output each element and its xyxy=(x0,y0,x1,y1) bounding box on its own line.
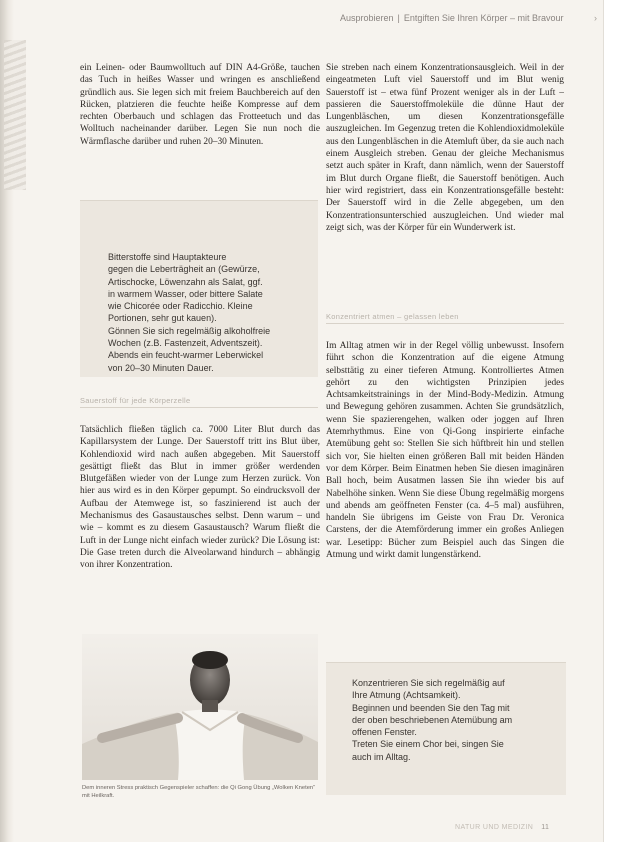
tip-line: Bitterstoffe sind Hauptakteure xyxy=(108,252,227,262)
right-column-middle xyxy=(326,340,564,561)
body-paragraph: Im Alltag atmen wir in der Regel völlig unbewusst. Insofern führt schon die Konzentration auf die eigene Atmung selbsttätig zu einer tieferen Atmung. Kontrolliertes Atmen gehört zu den wichtigsten Prinzipien jedes Achtsamkeitstrainings in der Mind-Body-Medizin. Atmung und Bewegung gehören zusammen. Achten Sie grundsätzlich, wenn Sie spazierengehen, walken oder joggen auf Ihren Atemrhythmus. Eine von Qi-Gong inspirierte einfache Atemübung geht so: Stellen Sie sich hüftbreit hin und stellen sich vor, Sie hielten einen größeren Ball mit beiden Händen vor dem Körper. Beim Einatmen heben Sie diesen imaginären Ball hoch, beim Ausatmen lassen Sie ihn wieder bis auf Nabelhöhe sinken. Wenn Sie diese Übung regelmäßig morgens und abends am geöffneten Fenster (ca. 4–5 mal) ausführen, handeln Sie übrigens im Geiste von Frau Dr. Veronica Carstens, der die Atemförderung immer ein großes Anliegen war. Lesetipp: Bücher zum Beispiel auch das Singen die Atmung und wirkt damit lungenstärkend. xyxy=(326,341,564,561)
page-number: 11 xyxy=(541,824,550,831)
left-column-bottom xyxy=(80,424,320,572)
tip-line: auch im Alltag. xyxy=(352,751,411,762)
tip-line: der oben beschriebenen Atemübung am xyxy=(352,714,513,725)
decorative-texture xyxy=(4,40,26,190)
tip-line: Wochen (z.B. Fastenzeit, Adventszeit). xyxy=(108,338,263,349)
footer-label: NATUR UND MEDIZIN xyxy=(455,824,534,831)
tip-line: Ihre Atmung (Achtsamkeit). xyxy=(352,690,461,701)
body-paragraph: Tatsächlich fließen täglich ca. 7000 Liter Blut durch das Kapillarsystem der Lunge. Der Sauerstoff tritt ins Blut über, Kohlendioxid wird nach außen abgegeben. Mit Sauerstoff gesättigt fließt das Blut in immer größer werdenden Blutgefäßen wieder von der Lunge zum Herzen zurück. Von hier aus wird es in den Körper gepumpt. So eindrucksvoll der Aufbau der Atemwege ist, so faszinierend ist auch der Mechanismus des Gasaustausches selbst. Denn warum – und wie – kommt es zu diesem Gasaustausch? Warum fließt die Luft in der Lunge nicht einfach wieder zurück? Die Lösung ist: Die Gase treten durch die Alveolarwand hindurch – abhängig von ihrer Konzentration. xyxy=(80,425,320,571)
body-paragraph: ein Leinen- oder Baumwolltuch auf DIN A4-Größe, tauchen das Tuch in heißes Wasser und wringen es anschließend gründlich aus. Sie legen sich mit freiem Bauchbereich auf den Rücken, platzieren die feuchte heiße Kompresse auf dem rechten Oberbauch und schlagen das Frotteetuch und das Wolltuch nacheinander darüber. Legen Sie nun noch die Wärmflasche darüber und ruhen 20–30 Minuten. xyxy=(80,63,320,147)
tip-box-liver-content xyxy=(108,251,314,374)
header-separator: | xyxy=(397,13,400,23)
tip-line: Abends ein feucht-warmer Leberwickel xyxy=(108,350,264,361)
facing-page-edge xyxy=(603,0,622,842)
running-header xyxy=(340,13,600,23)
tip-line: offenen Fenster. xyxy=(352,727,417,738)
man-stretching-arms-photo-icon xyxy=(82,634,318,780)
tip-line: Konzentrieren Sie sich regelmäßig auf xyxy=(352,678,505,688)
tip-box-breathing-content xyxy=(352,677,560,763)
right-column-top xyxy=(326,62,564,234)
tip-line: Beginnen und beenden Sie den Tag mit xyxy=(352,702,510,713)
section-heading-left: Sauerstoff für jede Körperzelle xyxy=(80,396,318,408)
section-heading-right: Konzentriert atmen – gelassen leben xyxy=(326,312,564,324)
tip-line: Treten Sie einem Chor bei, singen Sie xyxy=(352,739,504,750)
tip-box-liver xyxy=(80,200,318,377)
header-section: Ausprobieren xyxy=(340,13,394,23)
tip-line: in warmem Wasser, oder bittere Salate xyxy=(108,288,263,299)
tip-box-breathing xyxy=(326,662,566,795)
page-marker-icon: › xyxy=(594,13,597,23)
photo-caption: Dem inneren Stress praktisch Gegenspieler schaffen: die Qi Gong Übung „Wolken Kneten“ mit Heilkraft. xyxy=(82,785,316,799)
tip-line: wie Chicorée oder Radicchio. Kleine xyxy=(108,301,253,312)
tip-line: Portionen, sehr gut kauen). xyxy=(108,313,217,324)
header-title: Entgiften Sie Ihren Körper – mit Bravour xyxy=(403,13,564,23)
tip-line: von 20–30 Minuten Dauer. xyxy=(108,362,214,373)
body-paragraph: Sie streben nach einem Konzentrationsausgleich. Weil in der eingeatmeten Luft viel Sauerstoff und im Blut wenig Sauerstoff ist – etwa fünf Prozent weniger als in der Luft – passieren die Sauerstoffmoleküle die dünne Haut der Lungenbläschen, um diesen Konzentrationsgefälle auszugleichen. Im Gegenzug treten die Kohlendioxidmoleküle aus den Lungenbläschen in die Atemluft über, da sie auch nach einem Ausgleich streben. Genau der gleiche Mechanismus setzt auch später in Kraft, dann nämlich, wenn der Sauerstoff im Blut durch Organe fließt, die Sauerstoff benötigen. Auch hier wird registriert, dass ein Konzentrationsgefälle besteht: Der Sauerstoff wird in die Zelle abgegeben, um den Konzentrationsunterschied auszugleichen. Und wieder mal zeigt sich, was der Körper für ein Wunderwerk ist. xyxy=(326,63,564,233)
page-footer xyxy=(455,824,549,831)
photo-man-stretching xyxy=(82,634,318,780)
tip-line: Artischocke, Löwenzahn als Salat, ggf. xyxy=(108,276,263,287)
tip-line: gegen die Leberträgheit an (Gewürze, xyxy=(108,264,260,275)
tip-line: Gönnen Sie sich regelmäßig alkoholfreie xyxy=(108,325,271,336)
left-column-top xyxy=(80,62,320,148)
